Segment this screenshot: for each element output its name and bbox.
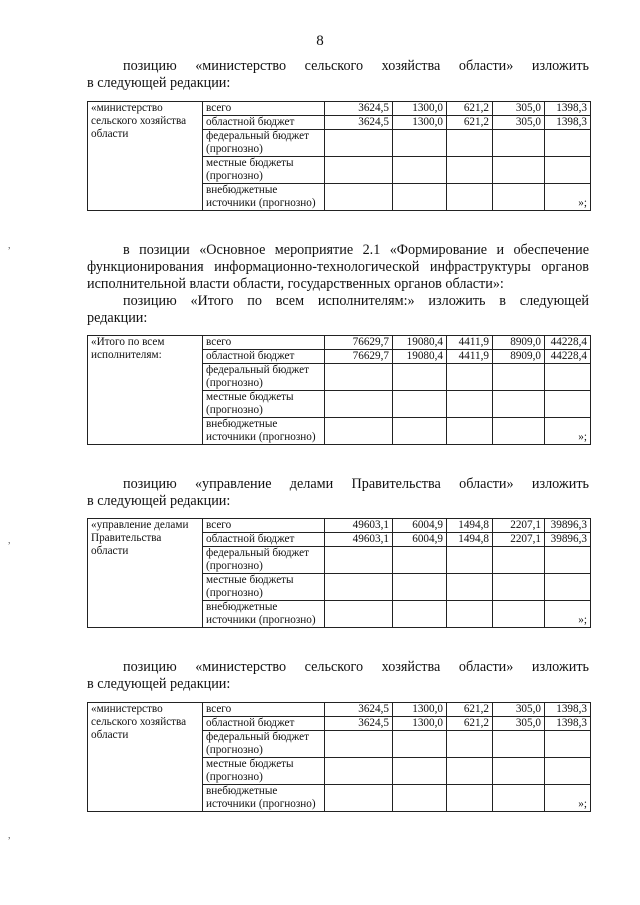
paragraph-line: позицию «министерство сельского хозяйства области» изложить xyxy=(123,659,589,675)
value-cell: 39896,3 xyxy=(545,519,591,533)
paragraph-line: в следующей редакции: xyxy=(87,676,231,692)
budget-table-4 xyxy=(87,702,591,812)
row-label: областной бюджет xyxy=(203,350,325,364)
value-cell xyxy=(493,157,545,184)
entity-cell: «управление делами Правительства области xyxy=(88,519,203,628)
row-label: всего xyxy=(203,519,325,533)
value-cell: 1300,0 xyxy=(393,717,447,731)
value-cell: 3624,5 xyxy=(325,102,393,116)
table-row xyxy=(88,102,591,116)
value-cell xyxy=(325,130,393,157)
row-label: местные бюджеты (прогнозно) xyxy=(203,574,325,601)
value-cell: 3624,5 xyxy=(325,116,393,130)
value-cell xyxy=(325,574,393,601)
row-label: федеральный бюджет (прогнозно) xyxy=(203,364,325,391)
value-cell xyxy=(447,418,493,445)
value-cell: 4411,9 xyxy=(447,350,493,364)
row-label: всего xyxy=(203,102,325,116)
value-cell xyxy=(325,364,393,391)
value-cell: 8909,0 xyxy=(493,336,545,350)
scan-mark: , xyxy=(8,535,11,546)
value-cell xyxy=(545,364,591,391)
value-cell: 8909,0 xyxy=(493,350,545,364)
value-cell xyxy=(545,157,591,184)
paragraph-1 xyxy=(87,58,589,92)
value-cell xyxy=(545,184,591,211)
entity-cell: «министерство сельского хозяйства области xyxy=(88,102,203,211)
value-cell xyxy=(325,601,393,628)
value-cell: 76629,7 xyxy=(325,350,393,364)
value-cell xyxy=(493,547,545,574)
value-cell: 76629,7 xyxy=(325,336,393,350)
paragraph-line: в следующей редакции: xyxy=(87,493,231,509)
row-label: федеральный бюджет (прогнозно) xyxy=(203,130,325,157)
paragraph-2 xyxy=(87,242,589,327)
table-row xyxy=(88,519,591,533)
value-cell: 1398,3 xyxy=(545,102,591,116)
value-cell: 19080,4 xyxy=(393,336,447,350)
value-cell xyxy=(545,418,591,445)
row-label: федеральный бюджет (прогнозно) xyxy=(203,547,325,574)
value-cell xyxy=(545,758,591,785)
value-cell: 3624,5 xyxy=(325,703,393,717)
paragraph-4 xyxy=(87,659,589,693)
value-cell xyxy=(447,547,493,574)
row-label: местные бюджеты (прогнозно) xyxy=(203,157,325,184)
row-label: всего xyxy=(203,336,325,350)
value-cell xyxy=(393,418,447,445)
value-cell xyxy=(325,758,393,785)
value-cell xyxy=(447,731,493,758)
value-cell xyxy=(493,574,545,601)
value-cell: 49603,1 xyxy=(325,519,393,533)
paragraph-line: функционирования информационно-технологической инфраструктуры органов xyxy=(87,259,589,275)
value-cell xyxy=(393,130,447,157)
value-cell xyxy=(393,184,447,211)
value-cell xyxy=(493,601,545,628)
row-label: областной бюджет xyxy=(203,717,325,731)
value-cell xyxy=(393,574,447,601)
scan-mark: , xyxy=(8,830,11,841)
value-cell: 621,2 xyxy=(447,703,493,717)
value-cell: 1398,3 xyxy=(545,116,591,130)
closing-quote-mark: »; xyxy=(578,798,587,810)
value-cell xyxy=(545,785,591,812)
value-cell: 1398,3 xyxy=(545,717,591,731)
value-cell xyxy=(493,391,545,418)
value-cell xyxy=(325,731,393,758)
value-cell xyxy=(447,391,493,418)
value-cell xyxy=(545,574,591,601)
value-cell xyxy=(493,184,545,211)
table-row xyxy=(88,336,591,350)
value-cell xyxy=(447,130,493,157)
value-cell: 621,2 xyxy=(447,116,493,130)
value-cell: 49603,1 xyxy=(325,533,393,547)
value-cell xyxy=(493,418,545,445)
value-cell: 6004,9 xyxy=(393,533,447,547)
closing-quote-mark: »; xyxy=(578,197,587,209)
value-cell xyxy=(545,601,591,628)
value-cell: 2207,1 xyxy=(493,519,545,533)
value-cell: 305,0 xyxy=(493,102,545,116)
paragraph-3 xyxy=(87,476,589,510)
value-cell xyxy=(393,601,447,628)
value-cell: 1300,0 xyxy=(393,116,447,130)
row-label: внебюджетные источники (прогнозно) xyxy=(203,601,325,628)
value-cell: 621,2 xyxy=(447,717,493,731)
value-cell xyxy=(493,364,545,391)
value-cell: 305,0 xyxy=(493,703,545,717)
row-label: местные бюджеты (прогнозно) xyxy=(203,758,325,785)
row-label: областной бюджет xyxy=(203,116,325,130)
value-cell xyxy=(393,758,447,785)
paragraph-line: позицию «управление делами Правительства области» изложить xyxy=(123,476,589,492)
value-cell: 1494,8 xyxy=(447,519,493,533)
table-row xyxy=(88,703,591,717)
value-cell: 44228,4 xyxy=(545,336,591,350)
budget-table-1 xyxy=(87,101,591,211)
paragraph-line: позицию «Итого по всем исполнителям:» изложить в следующей xyxy=(123,293,589,309)
value-cell: 2207,1 xyxy=(493,533,545,547)
value-cell xyxy=(493,731,545,758)
value-cell: 6004,9 xyxy=(393,519,447,533)
row-label: федеральный бюджет (прогнозно) xyxy=(203,731,325,758)
value-cell: 1494,8 xyxy=(447,533,493,547)
value-cell xyxy=(545,391,591,418)
value-cell xyxy=(493,758,545,785)
row-label: местные бюджеты (прогнозно) xyxy=(203,391,325,418)
value-cell xyxy=(447,157,493,184)
value-cell xyxy=(325,785,393,812)
row-label: внебюджетные источники (прогнозно) xyxy=(203,785,325,812)
value-cell: 39896,3 xyxy=(545,533,591,547)
value-cell: 1300,0 xyxy=(393,102,447,116)
value-cell xyxy=(545,547,591,574)
value-cell xyxy=(325,547,393,574)
entity-cell: «министерство сельского хозяйства области xyxy=(88,703,203,812)
value-cell xyxy=(493,130,545,157)
value-cell xyxy=(393,157,447,184)
row-label: всего xyxy=(203,703,325,717)
paragraph-line: исполнительной власти области, государственных органов области»: xyxy=(87,276,504,292)
value-cell: 3624,5 xyxy=(325,717,393,731)
value-cell xyxy=(447,574,493,601)
value-cell xyxy=(325,391,393,418)
value-cell xyxy=(393,731,447,758)
value-cell xyxy=(325,184,393,211)
row-label: внебюджетные источники (прогнозно) xyxy=(203,418,325,445)
value-cell: 305,0 xyxy=(493,717,545,731)
budget-table-2 xyxy=(87,335,591,445)
closing-quote-mark: »; xyxy=(578,431,587,443)
page-number: 8 xyxy=(316,33,324,49)
paragraph-line: редакции: xyxy=(87,310,148,326)
value-cell xyxy=(393,364,447,391)
value-cell xyxy=(447,364,493,391)
value-cell xyxy=(393,785,447,812)
value-cell: 1398,3 xyxy=(545,703,591,717)
value-cell xyxy=(325,157,393,184)
value-cell xyxy=(325,418,393,445)
entity-cell: «Итого по всем исполнителям: xyxy=(88,336,203,445)
scan-mark: , xyxy=(8,240,11,251)
value-cell: 305,0 xyxy=(493,116,545,130)
value-cell xyxy=(447,184,493,211)
paragraph-line: позицию «министерство сельского хозяйства области» изложить xyxy=(123,58,589,74)
paragraph-line: в следующей редакции: xyxy=(87,75,231,91)
value-cell xyxy=(545,731,591,758)
row-label: внебюджетные источники (прогнозно) xyxy=(203,184,325,211)
value-cell: 4411,9 xyxy=(447,336,493,350)
value-cell xyxy=(447,601,493,628)
value-cell: 621,2 xyxy=(447,102,493,116)
value-cell xyxy=(447,785,493,812)
value-cell xyxy=(393,547,447,574)
value-cell: 1300,0 xyxy=(393,703,447,717)
value-cell xyxy=(493,785,545,812)
value-cell: 44228,4 xyxy=(545,350,591,364)
value-cell xyxy=(393,391,447,418)
value-cell: 19080,4 xyxy=(393,350,447,364)
value-cell xyxy=(545,130,591,157)
budget-table-3 xyxy=(87,518,591,628)
paragraph-line: в позиции «Основное мероприятие 2.1 «Формирование и обеспечение xyxy=(123,242,589,258)
closing-quote-mark: »; xyxy=(578,614,587,626)
value-cell xyxy=(447,758,493,785)
row-label: областной бюджет xyxy=(203,533,325,547)
